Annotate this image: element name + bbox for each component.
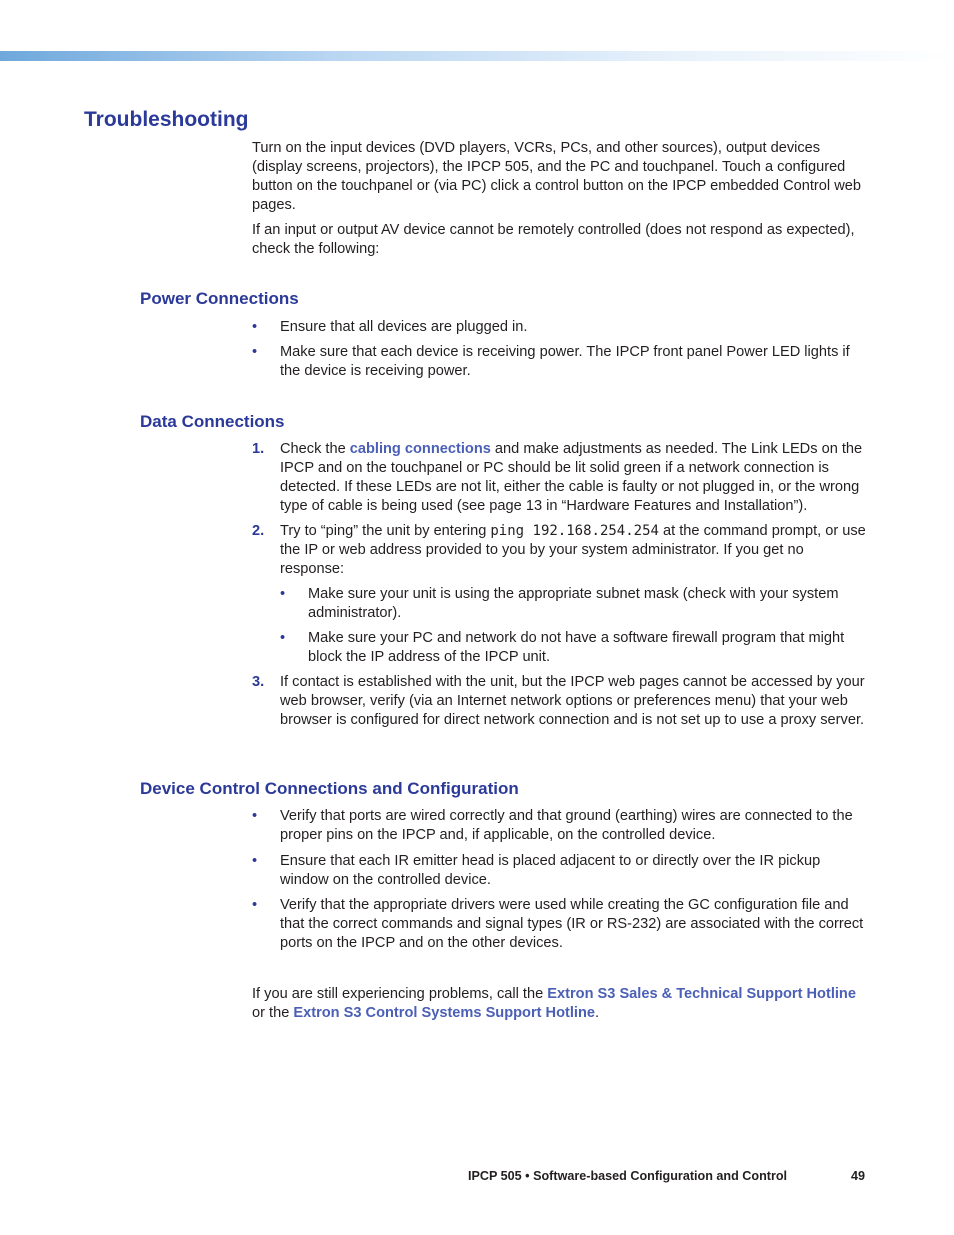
list-item-text: Make sure that each device is receiving power. The IPCP front panel Power LED lights if the device is receiving power. <box>280 344 850 379</box>
data-connections-heading: Data Connections <box>140 412 285 431</box>
bullet-marker: • <box>252 344 258 360</box>
closing-paragraph <box>252 985 870 1023</box>
cabling-connections-link[interactable]: cabling connections <box>349 441 491 457</box>
footer-title: IPCP 505 • Software-based Configuration and Control <box>468 1169 788 1183</box>
list-item <box>252 673 870 730</box>
list-item <box>280 585 870 623</box>
list-item <box>280 629 870 667</box>
bullet-marker: • <box>280 630 286 646</box>
header-gradient-bar <box>0 51 954 61</box>
page-footer <box>468 1167 868 1185</box>
sales-support-hotline-link[interactable]: Extron S3 Sales & Technical Support Hotline <box>547 986 856 1002</box>
list-item-text: Verify that the appropriate drivers were used while creating the GC configuration file and that the correct commands and signal types (IR or RS-232) are associated with the correct ports on the IPCP and on the other devices. <box>280 897 864 951</box>
list-item <box>252 440 870 516</box>
intro-paragraph-1: Turn on the input devices (DVD players, VCRs, PCs, and other sources), output devices (display screens, projectors), the IPCP 505, and the PC and touchpanel. Touch a configured button on the touchpanel or (via PC) click a control button on the IPCP embedded Control web pages. <box>252 140 861 213</box>
list-item <box>252 318 870 337</box>
list-item <box>252 807 870 845</box>
bullet-marker: • <box>252 897 258 913</box>
list-item <box>252 522 870 579</box>
device-control-heading: Device Control Connections and Configuration <box>140 779 519 798</box>
list-item-text <box>280 522 870 579</box>
list-item <box>252 852 870 890</box>
closing-text: . <box>595 1005 600 1021</box>
step-number: 3. <box>252 674 265 690</box>
list-item-text: Ensure that all devices are plugged in. <box>280 319 528 335</box>
list-item <box>252 343 870 381</box>
closing-text: If you are still experiencing problems, call the <box>252 986 548 1002</box>
closing-text: or the <box>252 1005 294 1021</box>
list-item-text: Make sure your PC and network do not have a software firewall program that might block the IP address of the IPCP unit. <box>308 630 845 665</box>
step-text: and make adjustments as needed. The Link LEDs on the IPCP and on the touchpanel or PC should be lit solid green if a network connection is detected. If these LEDs are not lit, either the cable is faulty or not plugged in, or the wrong type of cable is being used (see page 13 in “Hardware Features and Installation”). <box>280 441 863 514</box>
step-text: at the command prompt, or use the IP or web address provided to you by your system administrator. If you get no response: <box>280 523 866 577</box>
list-item-text <box>280 440 870 516</box>
ping-command: ping 192.168.254.254 <box>490 523 659 539</box>
step-number: 2. <box>252 523 265 539</box>
step-text: Try to “ping” the unit by entering <box>280 523 491 539</box>
intro-paragraph-2: If an input or output AV device cannot be remotely controlled (does not respond as expected), check the following: <box>252 222 855 257</box>
step-text: Check the <box>280 441 350 457</box>
bullet-marker: • <box>280 586 286 602</box>
bullet-marker: • <box>252 853 258 869</box>
list-item-text: Ensure that each IR emitter head is placed adjacent to or directly over the IR pickup window on the controlled device. <box>280 853 821 888</box>
step-number: 1. <box>252 441 265 457</box>
page-number: 49 <box>851 1169 866 1183</box>
control-systems-hotline-link[interactable]: Extron S3 Control Systems Support Hotline <box>293 1005 596 1021</box>
page-title: Troubleshooting <box>84 108 249 131</box>
bullet-marker: • <box>252 808 258 824</box>
list-item-text: Make sure your unit is using the appropriate subnet mask (check with your system administrator). <box>308 586 839 621</box>
list-item <box>252 896 870 953</box>
list-item-text: If contact is established with the unit, but the IPCP web pages cannot be accessed by your web browser, verify (via an Internet network options or preferences menu) that your web browser is configured for direct network connection and is not set up to use a proxy server. <box>280 674 865 728</box>
power-connections-heading: Power Connections <box>140 289 299 308</box>
list-item-text: Verify that ports are wired correctly and that ground (earthing) wires are connected to the proper pins on the IPCP and, if applicable, on the controlled device. <box>280 808 853 843</box>
bullet-marker: • <box>252 319 258 335</box>
